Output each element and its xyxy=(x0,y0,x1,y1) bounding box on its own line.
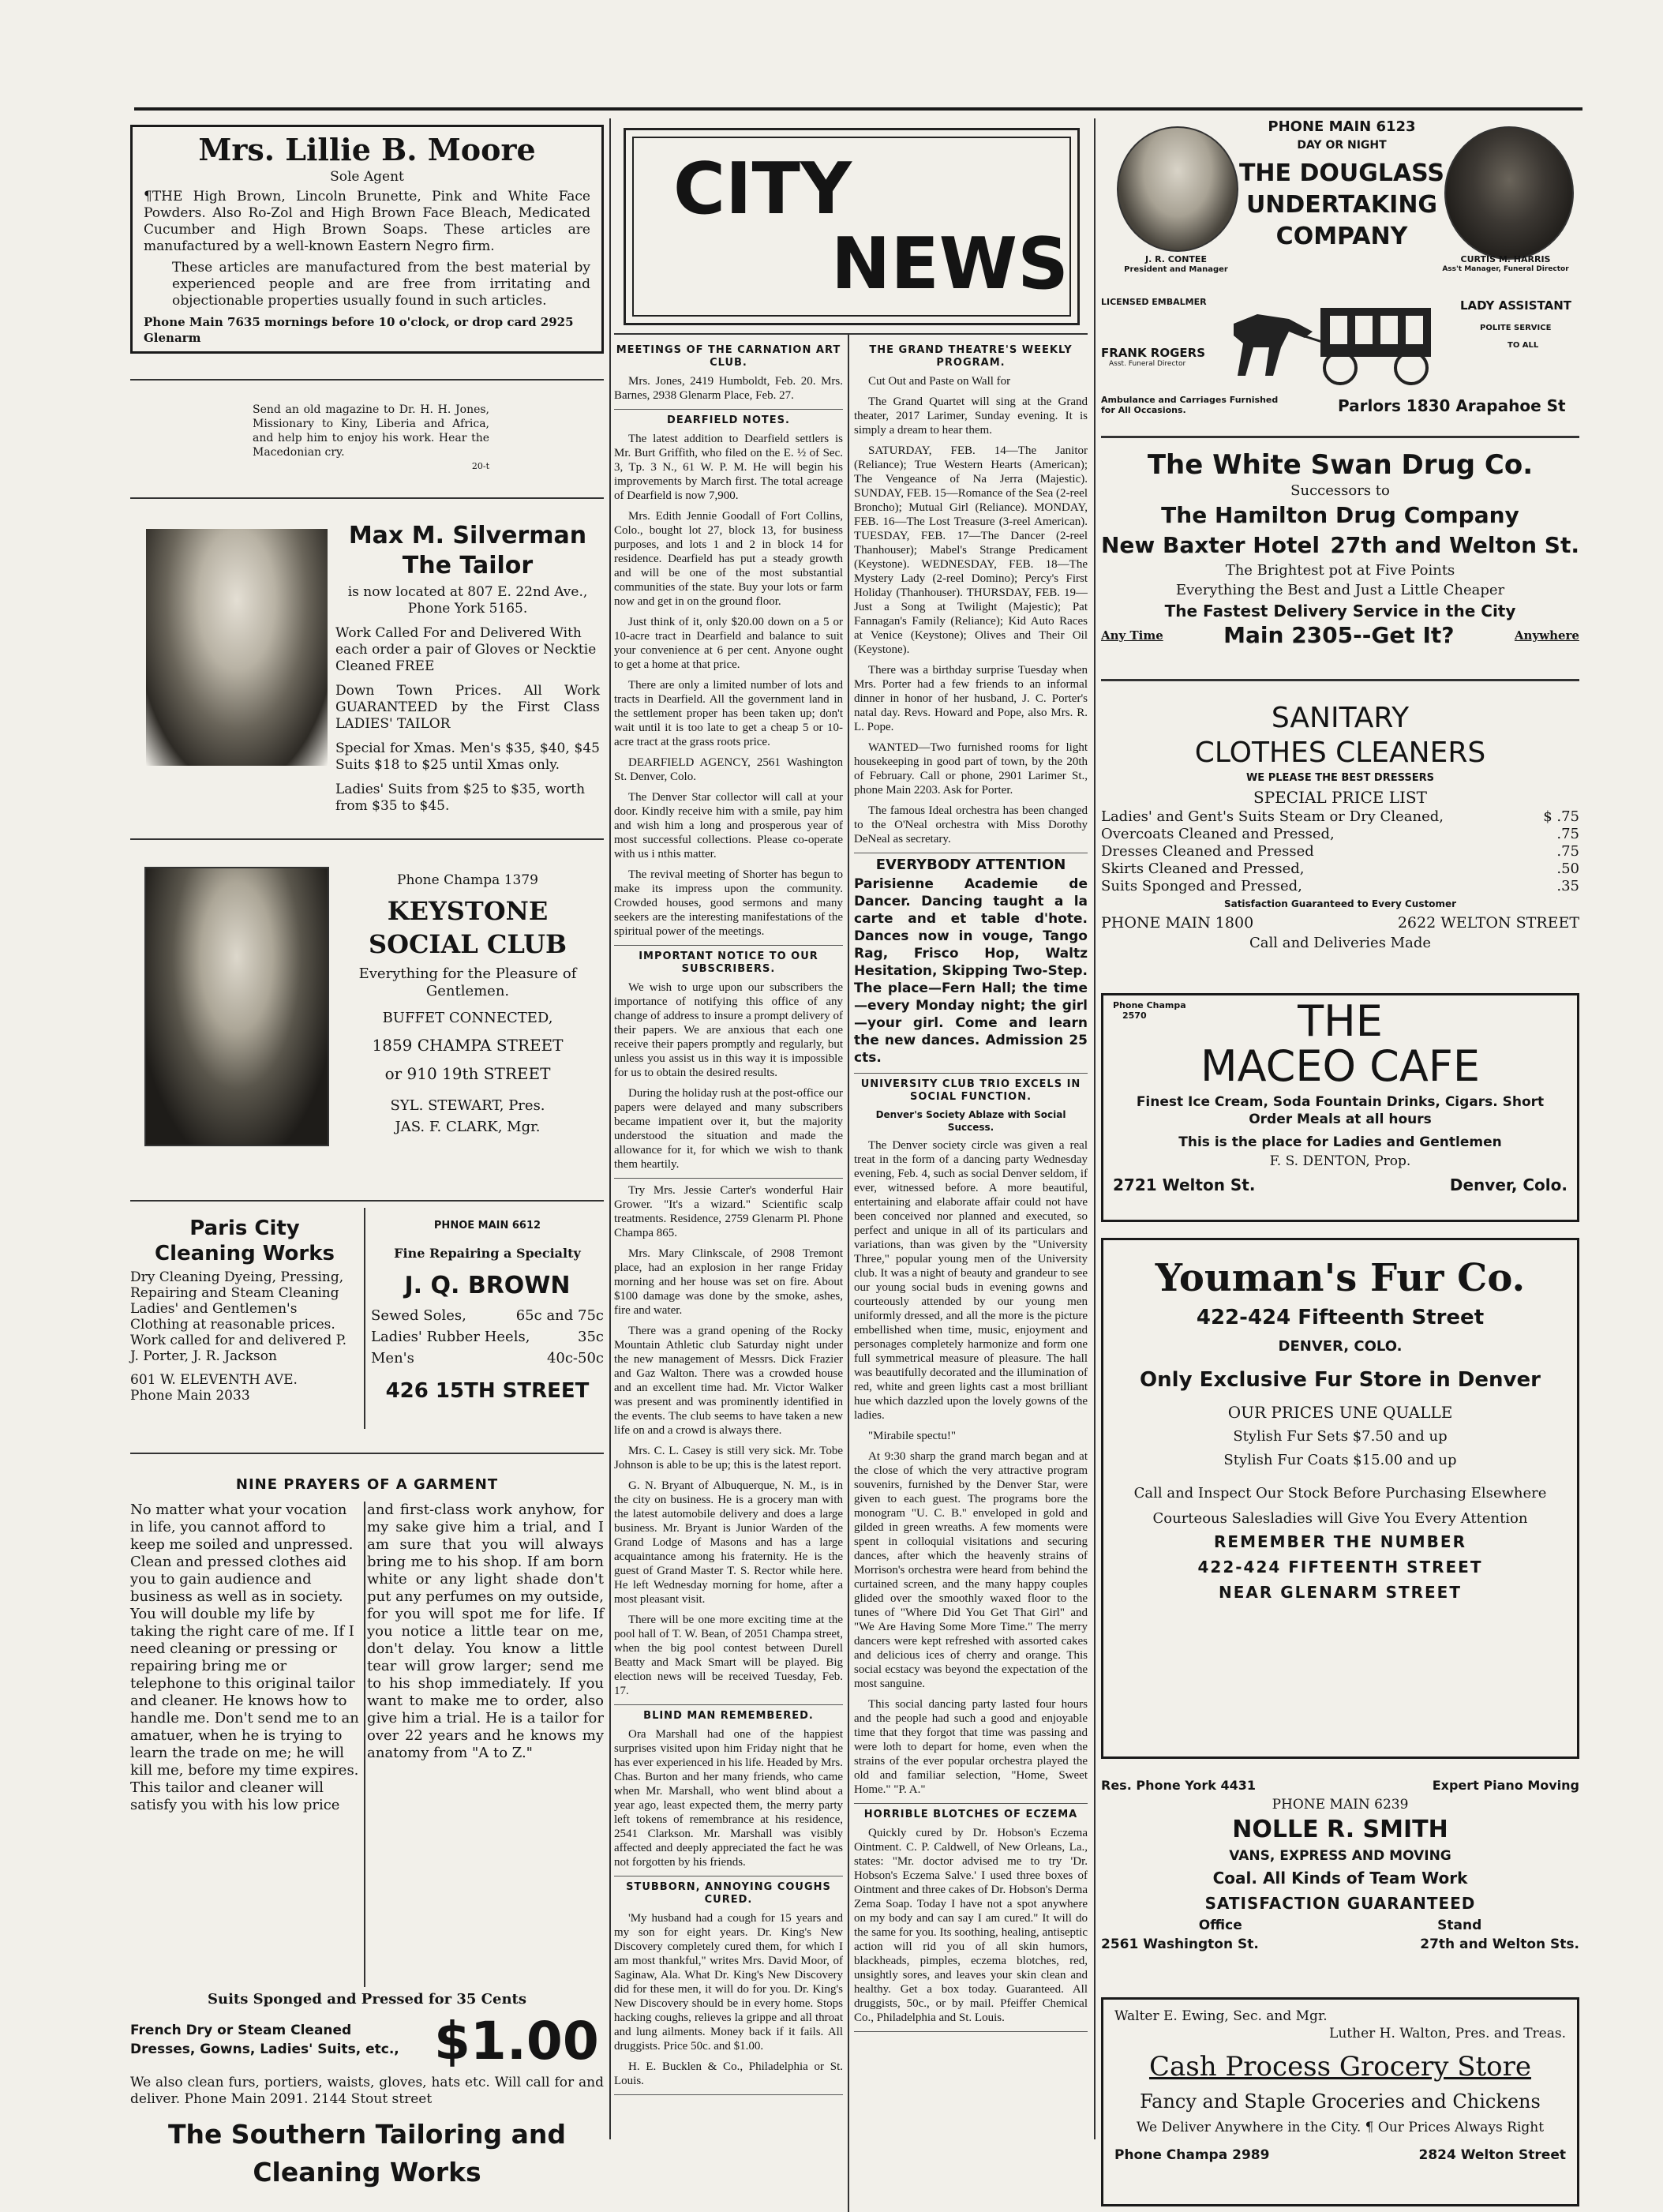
paris-called: Work called for and delivered P. J. Porter, J. R. Jackson xyxy=(130,1333,347,1364)
everybody-body: Parisienne Academie de Dancer. Dancing taught a la carte and et table d'hote. Dances now in vouge, Tango Rag, Frisco Hop, Waltz Hesitation, Skipping Two-Step. The place—Fern Hall; the time—every Monday night; the girl—your girl. Come and learn the new dances. Admission 25 cts. xyxy=(854,876,1088,1066)
swan-ad xyxy=(1101,448,1579,648)
swan-anywhere: Anywhere xyxy=(1514,628,1579,643)
keystone-addr-2: or 910 19th STREET xyxy=(384,1064,551,1083)
brown-addr: 426 15TH STREET xyxy=(385,1379,590,1403)
douglass-parlors: Parlors 1830 Arapahoe St xyxy=(1338,396,1566,415)
brown-specialty: Fine Repairing a Specialty xyxy=(394,1246,581,1261)
sanitary-title-1: SANITARY xyxy=(1271,702,1410,734)
article-divider xyxy=(614,1178,843,1179)
douglass-ad xyxy=(1101,118,1579,430)
douglass-day: DAY OR NIGHT xyxy=(1297,139,1387,152)
moore-subtitle: Sole Agent xyxy=(330,169,404,185)
column-separator xyxy=(1094,118,1096,2139)
article-paragraph: There are only a limited number of lots and tracts in Dearfield. All the government land in the settlement proper has been taken up; don't wait until it is too late to get a cheap 5 or 10-acre tract at the grass roots price. xyxy=(614,679,843,748)
article-paragraph: The latest addition to Dearfield settlers is Mr. Burt Griffith, who filed on the E. ½ of Sec. 3, Tp. 3 N., 61 W. P. M. He will begin his improvements by March first. The total acreage of Dearfield is now 7,900. xyxy=(614,433,843,502)
contee-portrait xyxy=(1117,126,1238,252)
swan-successors: Successors to xyxy=(1290,482,1390,499)
swan-street: 27th and Welton St. xyxy=(1330,532,1579,558)
article-paragraph: G. N. Bryant of Albuquerque, N. M., is in the city on business. He is a grocery man with the latest automobile delivery and does a large business. Mr. Bryant is Junior Warden of the Grand Lodge of Masons and has a large acquaintance among his fraternity. He is the guest of Grand Master T. S. Rector while here. He left Wednesday morning for home, after a most pleasant visit. xyxy=(614,1479,843,1606)
douglass-ambulance: Ambulance and Carriages Furnished for All Occasions. xyxy=(1101,395,1279,415)
smith-stand: Stand xyxy=(1437,1918,1482,1933)
youman-courteous: Courteous Salesladies will Give You Every Attention xyxy=(1152,1510,1528,1527)
southern-price: $1.00 xyxy=(434,2011,599,2071)
masthead-news: NEWS xyxy=(831,223,1069,306)
keystone-pres: SYL. STEWART, Pres. xyxy=(390,1097,545,1114)
keystone-buffet: BUFFET CONNECTED, xyxy=(382,1010,553,1026)
contee-title: President and Manager xyxy=(1124,265,1228,274)
news-right-column xyxy=(854,339,1088,2210)
divider xyxy=(130,838,604,840)
sanitary-phone: PHONE MAIN 1800 xyxy=(1101,914,1254,932)
paris-addr: 601 W. ELEVENTH AVE. xyxy=(130,1372,298,1388)
article-paragraph: Mrs. Jones, 2419 Humboldt, Feb. 20. Mrs. Barnes, 2938 Glenarm Place, Feb. 27. xyxy=(614,375,843,402)
magazine-text: Send an old magazine to Dr. H. H. Jones, Missionary to Kiny, Liberia and Africa, and help him to enjoy his work. Hear the Macedonian cry. xyxy=(253,403,489,459)
article-paragraph: There was a birthday surprise Tuesday when Mrs. Porter had a few friends to an informal dinner in honor of her husband, J. C. Porter's natal day. Revs. Howard and Pope, also Mrs. R. L. Pope. xyxy=(854,664,1088,733)
price-item-label: Skirts Cleaned and Pressed, xyxy=(1101,860,1305,877)
douglass-name-2: UNDERTAKING xyxy=(1245,191,1438,219)
sanitary-special: SPECIAL PRICE LIST xyxy=(1253,788,1427,807)
moore-ad xyxy=(130,125,604,354)
swan-any: Any Time xyxy=(1101,628,1163,643)
youman-prices: OUR PRICES UNE QUALLE xyxy=(1227,1403,1453,1422)
silverman-line-3: Special for Xmas. Men's $35, $40, $45 Suits $18 to $25 until Xmas only. xyxy=(335,740,600,773)
article-headline: THE GRAND THEATRE'S WEEKLY PROGRAM. xyxy=(869,344,1073,369)
article-divider xyxy=(614,2094,843,2095)
youman-city: DENVER, COLO. xyxy=(1278,1338,1403,1355)
article-headline: DEARFIELD NOTES. xyxy=(667,414,790,426)
keystone-addr-1: 1859 CHAMPA STREET xyxy=(372,1036,564,1055)
article-paragraph: H. E. Bucklen & Co., Philadelphia or St. Louis. xyxy=(614,2060,843,2087)
smith-satisfaction: SATISFACTION GUARANTEED xyxy=(1204,1894,1476,1913)
paris-body: Dry Cleaning Dyeing, Pressing, Repairing and Steam Cleaning Ladies' and Gentlemen's Clothing at reasonable prices. xyxy=(130,1269,344,1333)
masthead-city: CITY xyxy=(673,148,852,231)
douglass-lady: LADY ASSISTANT xyxy=(1460,298,1571,313)
silverman-line-4: Ladies' Suits from $25 to $35, worth from $35 to $45. xyxy=(335,782,586,814)
article-subheadline: Denver's Society Ablaze with Social Success. xyxy=(875,1109,1066,1133)
grocery-phone: Phone Champa 2989 xyxy=(1114,2147,1270,2163)
keystone-name-1: KEYSTONE xyxy=(387,896,549,926)
smith-labels xyxy=(1101,1917,1579,1934)
smith-office: Office xyxy=(1198,1918,1242,1933)
price-item-value: .50 xyxy=(1556,860,1579,877)
brown-row-1 xyxy=(371,1307,604,1324)
magazine-code: 20-t xyxy=(471,461,489,471)
article-paragraph: There will be one more exciting time at the pool hall of T. W. Bean, of 2051 Champa street, when the big pool contest between Durell Beatty and Mack Smart will be played. Big election news will be received Tuesday, Feb. 17. xyxy=(614,1614,843,1697)
brown-row-label: Sewed Soles, xyxy=(371,1307,466,1324)
brown-name: J. Q. BROWN xyxy=(404,1272,571,1299)
maceo-prop: F. S. DENTON, Prop. xyxy=(1269,1153,1411,1169)
maceo-phone-1: Phone Champa xyxy=(1113,1000,1186,1010)
price-list-row xyxy=(1101,878,1579,895)
article-paragraph: During the holiday rush at the post-office our papers were delayed and many subscribers became impatient over it, but the majority understood the situation and made the allowance for it, for which we wish to thank them heartily. xyxy=(614,1087,843,1171)
grocery-title: Cash Process Grocery Store xyxy=(1148,2051,1532,2083)
smith-vans: VANS, EXPRESS AND MOVING xyxy=(1229,1848,1451,1864)
column-separator xyxy=(364,1208,365,1429)
masthead-frame xyxy=(624,128,1080,325)
article-paragraph: Mrs. C. L. Casey is still very sick. Mr. Tobe Johnson is able to be up; this is the latest report. xyxy=(614,1445,843,1472)
douglass-phone: PHONE MAIN 6123 xyxy=(1268,118,1416,135)
prayers-left: No matter what your vocation in life, you cannot afford to keep me soiled and unpressed. Clean and pressed clothes aid you to gain audience and business as well as in society. You will double my life by taking the right care of me. If I need cleaning or pressing or repairing bring me or telephone to this original tailor and cleaner. He knows how to handle me. Don't send me to an amatuer, when he is trying to learn the trade on me; he will kill me, before my time expires. This tailor and cleaner will satisfy you with his low price xyxy=(130,1502,359,1813)
southern-french: French Dry or Steam Cleaned Dresses, Gowns, Ladies' Suits, etc., xyxy=(130,2023,399,2057)
sanitary-please: WE PLEASE THE BEST DRESSERS xyxy=(1245,772,1435,784)
maceo-title-1: THE xyxy=(1298,996,1383,1046)
column-separator xyxy=(848,333,849,2212)
article-headline: MEETINGS OF THE CARNATION ART CLUB. xyxy=(616,344,841,369)
brown-row-label: Men's xyxy=(371,1350,414,1367)
article-paragraph: Ora Marshall had one of the happiest surprises visited upon him Friday night that he has ever experienced in his life. Headed by Mrs. Chas. Burton and her many friends, who came when Mr. Marshall, who went blind about a year ago, least expected them, the merry party left tokens of remembrance at his residence, 2541 Clarkson. Mr. Marshall was visibly affected and deeply appreciated the fact he was not forgotten by his friends. xyxy=(614,1728,843,1869)
column-separator xyxy=(609,118,611,2139)
silverman-ad xyxy=(335,521,600,815)
youman-ad xyxy=(1101,1238,1579,1759)
swan-hotel: New Baxter Hotel xyxy=(1101,532,1320,558)
article-paragraph: Cut Out and Paste on Wall for xyxy=(868,375,1011,388)
youman-call: Call and Inspect Our Stock Before Purchasing Elsewhere xyxy=(1133,1485,1547,1502)
maceo-footer xyxy=(1113,1175,1567,1194)
keystone-name-2: SOCIAL CLUB xyxy=(368,929,567,959)
price-list-row xyxy=(1101,843,1579,860)
douglass-rogers-title: Asst. Funeral Director xyxy=(1109,360,1186,368)
maceo-city: Denver, Colo. xyxy=(1449,1175,1567,1194)
article-paragraph: "Mirabile spectu!" xyxy=(868,1430,956,1442)
swan-location xyxy=(1101,531,1579,560)
divider xyxy=(1101,679,1579,681)
swan-main: Main 2305--Get It? xyxy=(1223,622,1455,648)
smith-stand-addr: 27th and Welton Sts. xyxy=(1420,1936,1579,1952)
silverman-line-1: Work Called For and Delivered With each order a pair of Gloves or Necktie Cleaned FREE xyxy=(335,625,597,674)
brown-row-price: 65c and 75c xyxy=(515,1307,604,1324)
divider xyxy=(130,1200,604,1202)
article-paragraph: The Denver Star collector will call at your door. Kindly receive him with a smile, pay him and wish him a long and prosperous year of most successful collections. Please co-operate with us i nthis matter. xyxy=(614,791,843,860)
divider xyxy=(130,1453,604,1454)
keystone-tagline: Everything for the Pleasure of Gentlemen. xyxy=(358,965,577,999)
youman-near: NEAR GLENARM STREET xyxy=(1219,1583,1462,1602)
maceo-title-2: MACEO CAFE xyxy=(1200,1041,1480,1091)
divider xyxy=(614,333,1088,335)
silverman-portrait xyxy=(146,529,328,766)
smith-res: Res. Phone York 4431 xyxy=(1101,1778,1257,1793)
price-item-label: Dresses Cleaned and Pressed xyxy=(1101,843,1314,860)
moore-title: Mrs. Lillie B. Moore xyxy=(198,132,536,167)
column-separator xyxy=(364,1502,365,1987)
paris-title-1: Paris City xyxy=(189,1217,300,1240)
brown-ad xyxy=(371,1220,604,1403)
youman-coats: Stylish Fur Coats $15.00 and up xyxy=(1223,1452,1457,1468)
sanitary-addr: 2622 WELTON STREET xyxy=(1397,914,1579,932)
douglass-name-3: COMPANY xyxy=(1275,223,1408,250)
article-divider xyxy=(854,2031,1088,2032)
article-paragraph: The Grand Quartet will sing at the Grand theater, 2017 Larimer, Sunday evening. It is simply a dream to hear them. xyxy=(854,396,1088,437)
brown-row-price: 35c xyxy=(578,1329,604,1345)
moore-body-1: ¶THE High Brown, Lincoln Brunette, Pink and White Face Powders. Also Ro-Zol and High Brown Face Bleach, Medicated Cucumber and High Brown Soaps. These articles are manufactured by a well-known Eastern Negro firm. xyxy=(144,189,590,254)
article-paragraph: The revival meeting of Shorter has begun to make its impress upon the community. Crowded houses, good sermons and many seekers are the interesting manifestations of the spiritual power of the meetings. xyxy=(614,868,843,938)
youman-only: Only Exclusive Fur Store in Denver xyxy=(1140,1368,1541,1392)
smith-name: NOLLE R. SMITH xyxy=(1232,1816,1448,1843)
swan-everything: Everything the Best and Just a Little Cheaper xyxy=(1175,582,1505,598)
article-paragraph: Mrs. Edith Jennie Goodall of Fort Collins, Colo., bought lot 27, block 13, for business purposes, and lots 1 and 2 in block 14 for residence. Dearfield has put a steady growth and will be one of the most substantial communities of the state. Buy your lots or farm now and get in on the ground floor. xyxy=(614,510,843,608)
maceo-phone-2: 2570 xyxy=(1122,1010,1147,1021)
maceo-ad xyxy=(1101,993,1579,1222)
price-item-value: .35 xyxy=(1556,878,1579,894)
grocery-deliver: We Deliver Anywhere in the City. ¶ Our Prices Always Right xyxy=(1136,2120,1545,2135)
article-paragraph: Mrs. Mary Clinkscale, of 2908 Tremont place, had an explosion in her range Friday morning and her house was set on fire. About $100 damage was done by the smoke, ashes, fire and water. xyxy=(614,1247,843,1317)
sanitary-call: Call and Deliveries Made xyxy=(1249,935,1432,951)
smith-top xyxy=(1101,1776,1579,1795)
article-headline: STUBBORN, ANNOYING COUGHS CURED. xyxy=(626,1881,831,1906)
article-headline: BLIND MAN REMEMBERED. xyxy=(643,1710,814,1722)
youman-title: Youman's Fur Co. xyxy=(1155,1256,1526,1300)
price-item-label: Ladies' and Gent's Suits Steam or Dry Cleaned, xyxy=(1101,808,1444,825)
swan-fastest: The Fastest Delivery Service in the City xyxy=(1164,602,1516,620)
grocery-ad xyxy=(1101,1997,1579,2206)
article-divider xyxy=(614,1704,843,1705)
article-paragraph: There was a grand opening of the Rocky Mountain Athletic club Saturday night under the new management of Messrs. Dick Frazier and Gaz Walton. There was a crowded house and an excellent time had. Mr. Victor Walker was present and was prominently identified in the events. The club seems to have taken a new life on and a crowd is always there. xyxy=(614,1325,843,1437)
youman-number: 422-424 FIFTEENTH STREET xyxy=(1197,1558,1483,1577)
price-item-value: .75 xyxy=(1556,826,1579,842)
news-left-column xyxy=(614,339,843,2210)
grocery-footer xyxy=(1114,2143,1566,2167)
article-paragraph: At 9:30 sharp the grand march began and at the close of which the very attractive program souvenirs, furnished by the Denver Star, were given to each guest. The programs bore the monogram "U. C. B." enveloped in gold and gilded in green wreaths. A few moments were spent in colloquial visitations and securing dances, after which the heavenly strains of Morrison's orchestra were heard from behind the curtained screen, and the many happy couples glided over the smoothly waxed floor to the tunes of "Where Did You Get That Girl" and "We Are Having Some More Time." The merry dancers were kept refreshed with assorted cakes and delicious ices of cherry and orange. This social ecstacy was beyond the expectation of the most sanguine. xyxy=(854,1450,1088,1690)
harris-portrait xyxy=(1444,126,1574,260)
price-item-value: $ .75 xyxy=(1543,808,1579,825)
hearse-icon xyxy=(1226,300,1439,387)
smith-expert: Expert Piano Moving xyxy=(1432,1778,1579,1793)
moore-body-2: These articles are manufactured from the best material by experienced people and are free from irritating and objectionable properties usually found in such articles. xyxy=(172,260,590,309)
douglass-to-all: TO ALL xyxy=(1508,341,1539,350)
grocery-fancy: Fancy and Staple Groceries and Chickens xyxy=(1140,2090,1541,2113)
smith-phone: PHONE MAIN 6239 xyxy=(1272,1797,1409,1813)
maceo-line-1: Finest Ice Cream, Soda Fountain Drinks, Cigars. Short Order Meals at all hours xyxy=(1136,1094,1545,1127)
prayers-right: and first-class work anyhow, for my sake give him a trial, and I am sure that you will always bring me to his shop. If am born white or any light shade don't put any perfumes on my outside, for you will spot me for life. If you notice a little tear on me, don't delay. You know a little tear will grow larger; send me to his shop immediately. If you want to make me to order, also give him a trial. He is a tailor for over 22 years and he knows my anatomy from "A to Z." xyxy=(367,1502,604,1761)
article-divider xyxy=(854,1803,1088,1804)
silverman-title: The Tailor xyxy=(402,552,534,579)
brown-row-3 xyxy=(371,1350,604,1367)
prayers-title: NINE PRAYERS OF A GARMENT xyxy=(235,1476,499,1493)
price-list-row xyxy=(1101,808,1579,826)
price-list-row xyxy=(1101,860,1579,878)
price-item-label: Suits Sponged and Pressed, xyxy=(1101,878,1302,894)
article-paragraph: We wish to urge upon our subscribers the importance of notifying this office of any change of address to insure a prompt delivery of their papers. We are anxious that each one receive their papers promptly and regularly, but unless you assist us in this way it is impossible for us to obtain the desired results. xyxy=(614,981,843,1079)
sanitary-price-list xyxy=(1101,808,1579,895)
douglass-embalmer: LICENSED EMBALMER xyxy=(1101,297,1207,307)
article-paragraph: DEARFIELD AGENCY, 2561 Washington St. Denver, Colo. xyxy=(614,756,843,783)
paris-ad xyxy=(130,1216,359,1404)
article-divider xyxy=(854,1073,1088,1074)
youman-sets: Stylish Fur Sets $7.50 and up xyxy=(1233,1428,1448,1445)
article-headline: UNIVERSITY CLUB TRIO EXCELS IN SOCIAL FUNCTION. xyxy=(860,1078,1081,1103)
divider xyxy=(130,379,604,381)
smith-ad xyxy=(1101,1776,1579,1955)
divider xyxy=(130,497,604,499)
article-paragraph: Try Mrs. Jessie Carter's wonderful Hair Grower. "It's a wizard." Scientific scalp treatments. Residence, 2759 Glenarm Pl. Phone Champa 865. xyxy=(614,1184,843,1239)
smith-addresses xyxy=(1101,1934,1579,1955)
article-paragraph: Quickly cured by Dr. Hobson's Eczema Ointment. C. P. Caldwell, of New Orleans, La., states: "Mr. doctor advised me to try 'Dr. Hobson's Eczema Salve.' I used three boxes of Ointment and three cakes of Dr. Hobson's Derma Zema Soap. Today I have not a spot anywhere on my body and can say I am cured." It will do the same for you. Its soothing, healing, antiseptic action will rid you of all skin humors, blackheads, pimples, eczema blotches, red, unsightly sores, and leaves your skin clean and healthy. Get a box today. Guaranteed. All druggists, 50c., or by mail. Pfeiffer Chemical Co., Philadelphia and St. Louis. xyxy=(854,1827,1088,2024)
article-paragraph: WANTED—Two furnished rooms for light housekeeping in good part of town, by the 20th of February. Call or phone, 2901 Larimer St., phone Main 2203. Ask for Porter. xyxy=(854,741,1088,797)
youman-remember: REMEMBER THE NUMBER xyxy=(1214,1532,1466,1551)
everybody-title: EVERYBODY ATTENTION xyxy=(875,857,1066,873)
smith-office-addr: 2561 Washington St. xyxy=(1101,1936,1259,1952)
douglass-name-1: THE DOUGLASS xyxy=(1238,159,1445,187)
brown-row-label: Ladies' Rubber Heels, xyxy=(371,1329,530,1345)
youman-addr: 422-424 Fifteenth Street xyxy=(1196,1306,1485,1329)
maceo-addr: 2721 Welton St. xyxy=(1113,1175,1256,1194)
southern-sponged: Suits Sponged and Pressed for 35 Cents xyxy=(208,1991,526,2008)
contee-name: J. R. CONTEE xyxy=(1145,254,1207,264)
harris-name: CURTIS M. HARRIS xyxy=(1460,254,1551,264)
magazine-notice xyxy=(253,403,489,474)
moore-footer: Phone Main 7635 mornings before 10 o'clock, or drop card 2925 Glenarm xyxy=(144,315,574,345)
sanitary-ad xyxy=(1101,701,1579,954)
keystone-ad xyxy=(335,872,600,1135)
article-paragraph: The Denver society circle was given a real treat in the form of a dancing party Wednesday evening, Feb. 4, such as social Denver seldom, if ever, witnessed before. A more beautiful, entertaining and elaborate affair could not have been conceived nor planned and executed, so perfect and unique in all of its particulars and variations, than was given by the "University Three," popular young men of the University club. It was a night of beauty and grandeur to see our young social buds in evening gowns and courteously attended by our young men uniformly dressed, and all the more is the picture embellished when time, music, enjoyment and personages completely harmonize and form one full symmetrical measure of pleasure. The hall was beautifully decorated and the illumination of red, white and green lights cast a most brilliant hue which dazzled upon the lovely gowns of the ladies. xyxy=(854,1139,1088,1422)
article-paragraph: SATURDAY, FEB. 14—The Janitor (Reliance); True Western Hearts (American); The Vengeance of Na Jerra (Majestic). SUNDAY, FEB. 15—Romance of the Sea (2-reel Broncho); Mutual Girl (Reliance). MONDAY, FEB. 16—The Lost Treasure (3-reel American). TUESDAY, FEB. 17—The Dancer (2-reel Thanhouser); Mabel's Strange Predicament (Keystone). WEDNESDAY, FEB. 18—The Mystery Lady (2-reel Domino); Percy's First Holiday (Thanhouser). THURSDAY, FEB. 19—Just a Song at Twilight (Majestic); Pat Fannagan's Family (Reliance); Kid Auto Races at Venice (Keystone); Olives and Their Oil (Keystone). xyxy=(854,444,1088,656)
grocery-pres: Luther H. Walton, Pres. and Treas. xyxy=(1329,2026,1566,2041)
douglass-polite: POLITE SERVICE xyxy=(1480,324,1552,332)
harris-title: Ass't Manager, Funeral Director xyxy=(1442,265,1569,273)
keystone-portrait xyxy=(144,867,329,1146)
keystone-phone: Phone Champa 1379 xyxy=(397,872,538,888)
maceo-line-2: This is the place for Ladies and Gentlemen xyxy=(1178,1134,1502,1150)
brown-phone: PHNOE MAIN 6612 xyxy=(433,1220,541,1232)
price-item-label: Overcoats Cleaned and Pressed, xyxy=(1101,826,1335,842)
swan-footer xyxy=(1101,622,1579,648)
sanitary-contact xyxy=(1101,913,1579,933)
silverman-location: is now located at 807 E. 22nd Ave., Phone York 5165. xyxy=(347,584,588,617)
price-item-value: .75 xyxy=(1556,843,1579,860)
price-list-row xyxy=(1101,826,1579,843)
paris-title-2: Cleaning Works xyxy=(155,1242,335,1265)
grocery-addr: 2824 Welton Street xyxy=(1418,2147,1566,2163)
silverman-name: Max M. Silverman xyxy=(348,522,587,549)
keystone-mgr: JAS. F. CLARK, Mgr. xyxy=(395,1119,541,1135)
douglass-rogers: FRANK ROGERS xyxy=(1101,346,1206,360)
swan-brightest: The Brightest pot at Five Points xyxy=(1225,562,1455,579)
brown-row-price: 40c-50c xyxy=(546,1350,604,1367)
sanitary-satisfaction: Satisfaction Guaranteed to Every Customer xyxy=(1223,898,1457,909)
silverman-line-2: Down Town Prices. All Work GUARANTEED by the First Class LADIES' TAILOR xyxy=(335,683,600,732)
article-paragraph: Just think of it, only $20.00 down on a 5 or 10-acre tract in Dearfield and balance to suit your convenience at 6 per cent. Anyone ought to get a home at that price. xyxy=(614,616,843,671)
grocery-sec: Walter E. Ewing, Sec. and Mgr. xyxy=(1114,2008,1328,2024)
article-headline: HORRIBLE BLOTCHES OF ECZEMA xyxy=(863,1809,1078,1820)
paris-phone: Phone Main 2033 xyxy=(130,1388,250,1404)
brown-row-2 xyxy=(371,1329,604,1345)
southern-also: We also clean furs, portiers, waists, gloves, hats etc. Will call for and deliver. Phone Main 2091. 2144 Stout street xyxy=(130,2075,604,2107)
article-paragraph: This social dancing party lasted four hours and the people had such a good and enjoyable time that they forgot that time was passing and were loth to depart for home, even when the strains of the ever popular orchestra played the old and familiar selection, "Home, Sweet Home." "P. A." xyxy=(854,1698,1088,1796)
article-headline: IMPORTANT NOTICE TO OUR SUBSCRIBERS. xyxy=(639,950,818,975)
swan-hamilton: The Hamilton Drug Company xyxy=(1161,502,1519,528)
article-paragraph: The famous Ideal orchestra has been changed to the O'Neal orchestra with Miss Dorothy DeNeal as secretary. xyxy=(854,804,1088,845)
swan-title: The White Swan Drug Co. xyxy=(1147,449,1534,481)
article-divider xyxy=(614,409,843,410)
article-paragraph: 'My husband had a cough for 15 years and my son for eight years. Dr. King's New Discovery completely cured them, for which I am most thankful," writes Mrs. David Moor, of Saginaw, Ala. What Dr. King's New Discovery did for these men, it will do for you. Dr. King's New Discovery should be in every home. Stops hacking coughs, relieves la grippe and all throat and lung ailments. Money back if it fails. All druggists. Price 50c. and $1.00. xyxy=(614,1912,843,2053)
southern-name: The Southern Tailoring and Cleaning Works xyxy=(167,2119,567,2188)
divider xyxy=(1101,436,1579,438)
sanitary-title-2: CLOTHES CLEANERS xyxy=(1194,737,1486,769)
smith-coal: Coal. All Kinds of Team Work xyxy=(1212,1869,1468,1888)
top-rule xyxy=(134,107,1582,111)
article-divider xyxy=(614,945,843,946)
